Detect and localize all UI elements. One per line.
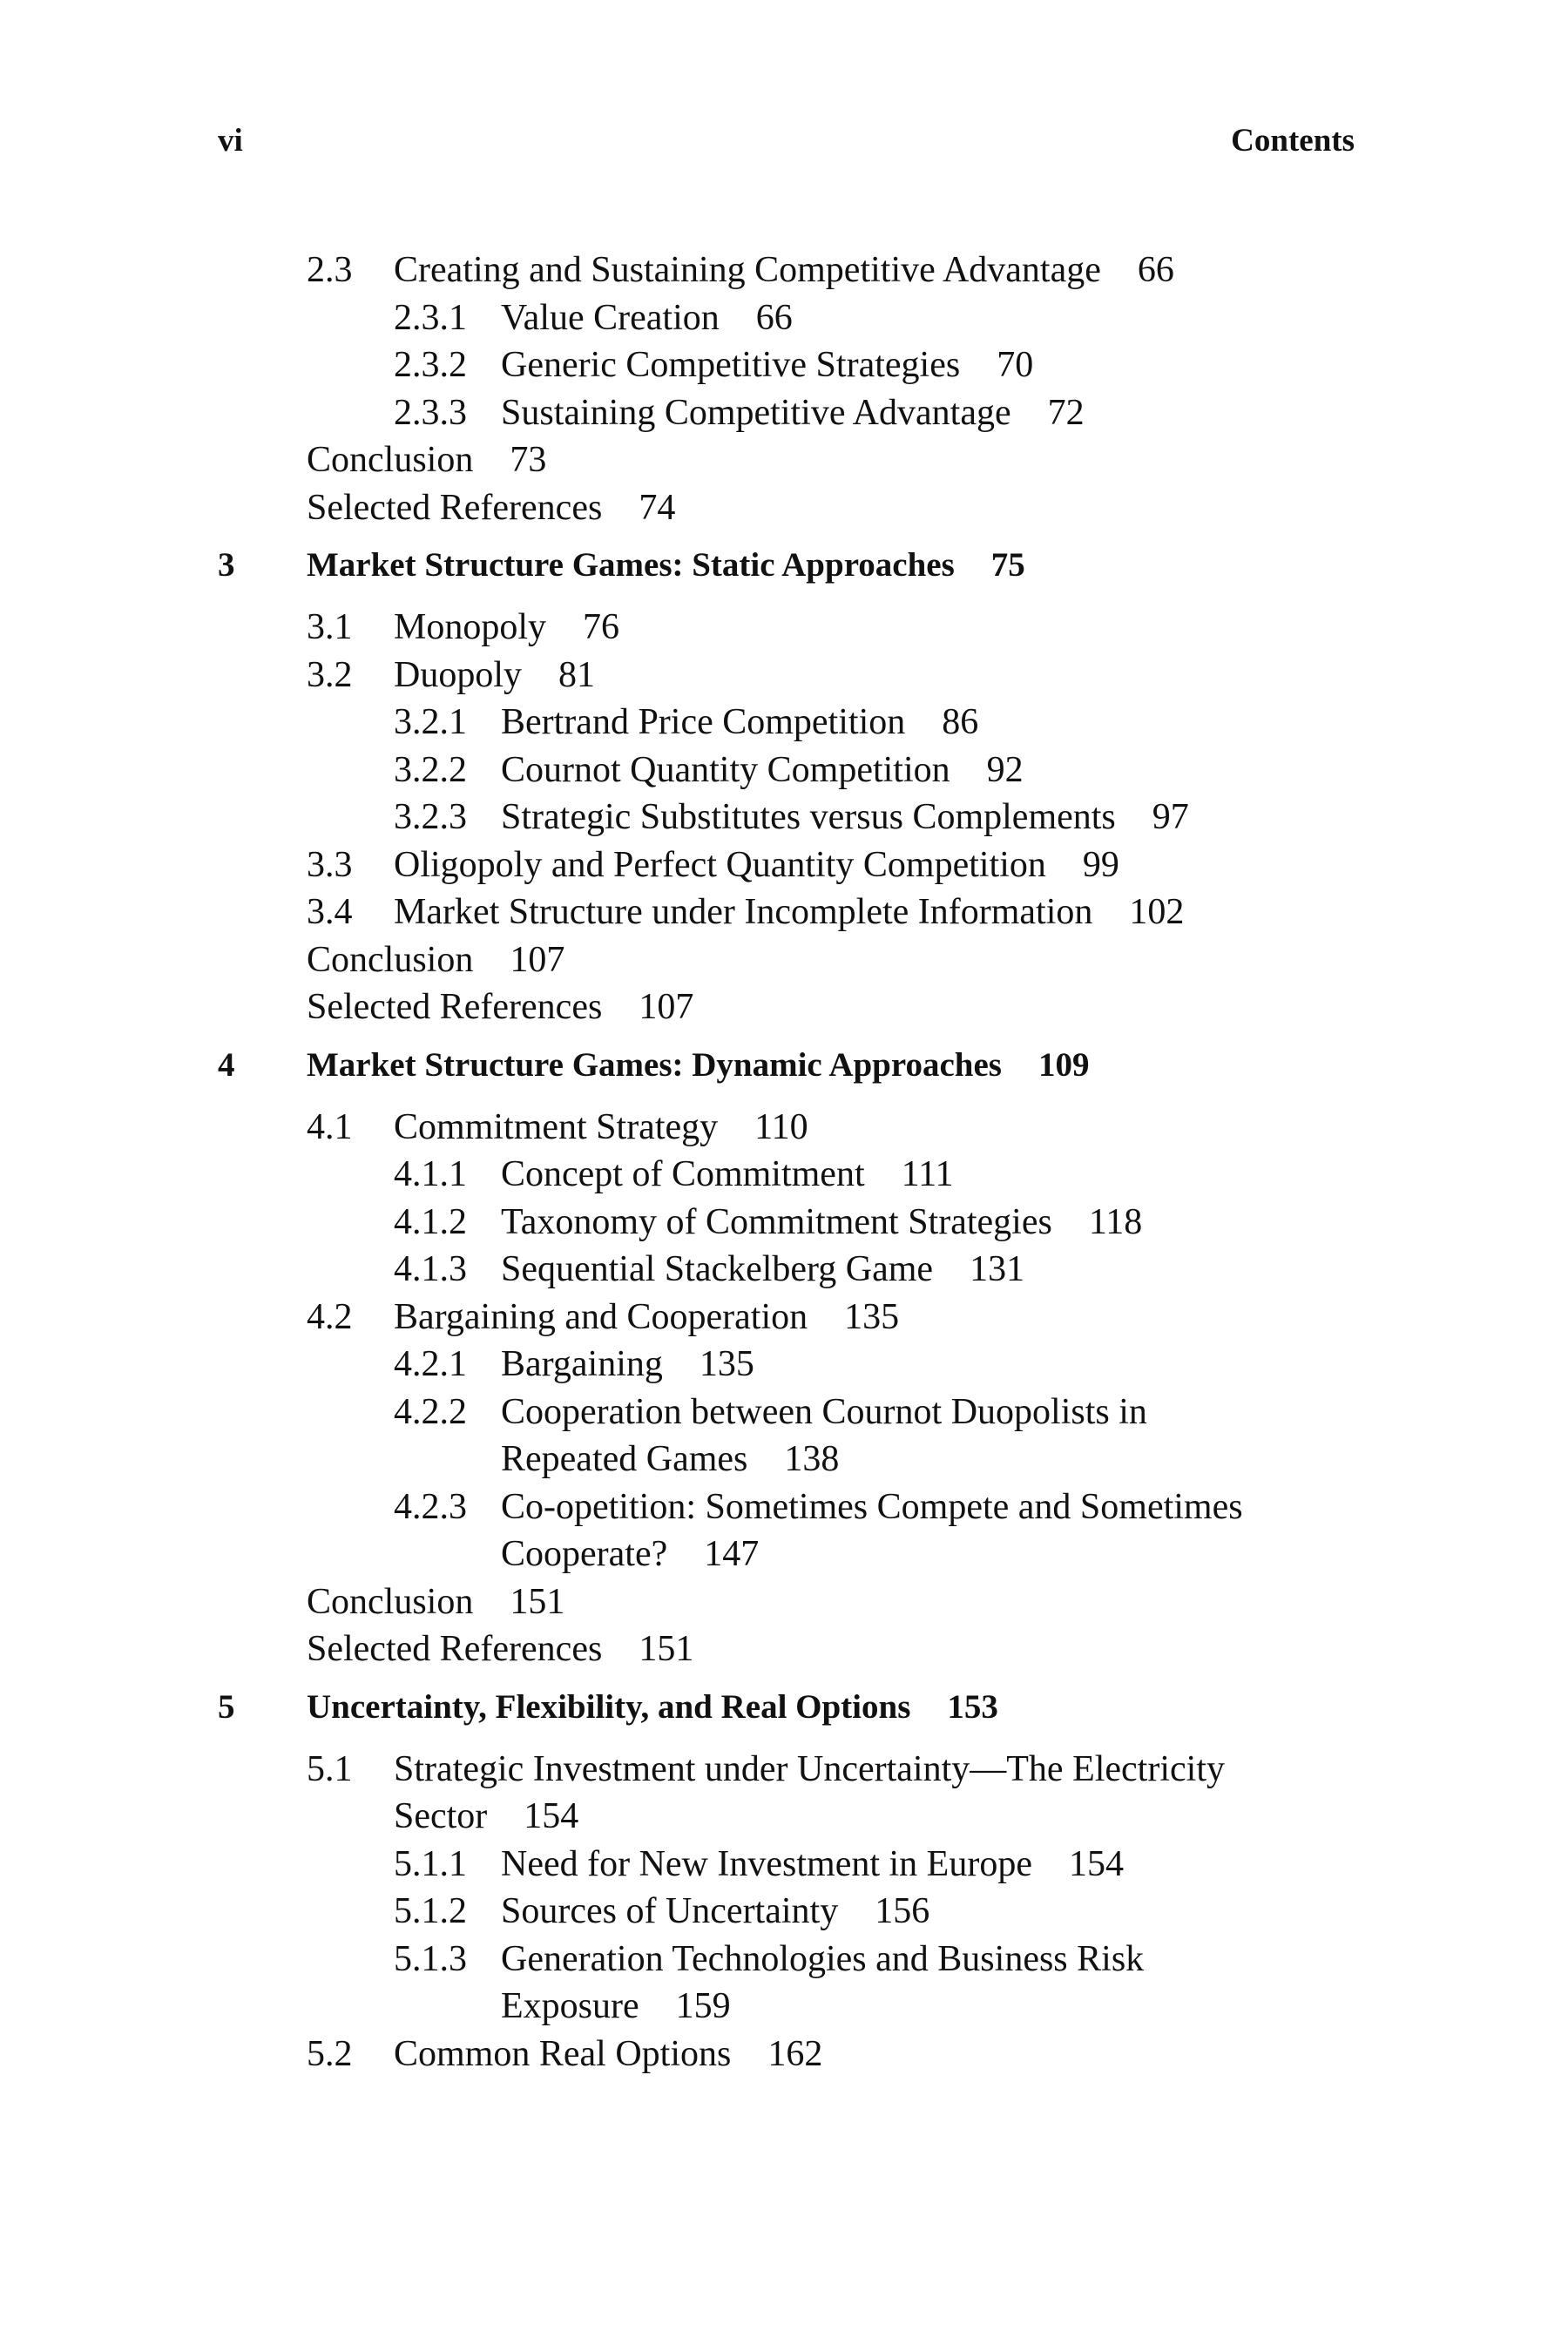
toc-entry-line (501, 1389, 1147, 1436)
toc-entry-title: Oligopoly and Perfect Quantity Competition (394, 844, 1046, 885)
toc-entry-line (501, 1888, 929, 1936)
toc-entry-line (394, 604, 619, 652)
toc-entry-page: 74 (639, 487, 676, 528)
toc-entry-line (501, 1436, 839, 1484)
toc-entry-title: Exposure (501, 1986, 639, 2026)
toc-entry-title: Need for New Investment in Europe (501, 1843, 1032, 1884)
toc-entry-line (501, 747, 1024, 794)
toc-entry-number: 3.1 (307, 607, 353, 647)
toc-entry-number: 5.1.2 (394, 1891, 467, 1931)
toc-entry-line (307, 484, 675, 532)
toc-entry-line (501, 1199, 1142, 1247)
toc-entry (218, 889, 1355, 936)
toc-entry-title: Cooperate? (501, 1534, 668, 1574)
toc-entry-line (394, 247, 1174, 294)
toc-entry-title: Market Structure under Incomplete Information (394, 892, 1093, 932)
toc-entry-number: 2.3.3 (394, 392, 467, 433)
toc-entry-title: Market Structure Games: Dynamic Approaches (307, 1045, 1002, 1084)
toc-entry-number: 3.2.2 (394, 749, 467, 790)
toc-entry-line (501, 1484, 1243, 1531)
toc-entry (218, 604, 1355, 652)
toc-entry-line (501, 1531, 759, 1578)
toc-entry-title: Cournot Quantity Competition (501, 749, 950, 790)
running-head: Contents (1231, 123, 1355, 159)
toc-entry-number: 4.2.3 (394, 1486, 467, 1527)
toc-entry-title: Selected References (307, 987, 603, 1027)
toc-entry (218, 1793, 1355, 1841)
toc-chapter-entry (218, 1037, 1355, 1094)
toc-entry-title: Sector (394, 1796, 488, 1836)
toc-entry-page: 154 (524, 1796, 579, 1836)
toc-entry-page: 151 (639, 1629, 694, 1669)
toc-entry-number: 5 (218, 1687, 235, 1726)
toc-entry-line (394, 841, 1119, 889)
toc-entry (218, 747, 1355, 794)
toc-entry-title: Conclusion (307, 939, 474, 980)
toc-entry-page: 75 (990, 546, 1025, 584)
toc-entry-title: Strategic Substitutes versus Complements (501, 797, 1116, 837)
toc-entry-line (394, 1294, 899, 1342)
toc-entry-title: Cooperation between Cournot Duopolists in (501, 1391, 1147, 1432)
toc-entry (218, 1936, 1355, 1984)
toc-entry-line (307, 983, 693, 1031)
toc-chapter-entry (218, 537, 1355, 594)
toc-entry (218, 389, 1355, 437)
toc-entry-page: 109 (1037, 1045, 1090, 1084)
toc-entry-page: 138 (784, 1439, 840, 1479)
toc-entry-line (501, 1936, 1144, 1984)
toc-entry-page: 135 (699, 1344, 754, 1384)
toc-entry-line (501, 1246, 1024, 1294)
toc-entry-title: Value Creation (501, 297, 720, 338)
toc-entry-page: 70 (997, 345, 1034, 385)
toc-entry-title: Selected References (307, 1629, 603, 1669)
toc-entry-page: 66 (755, 297, 793, 338)
toc-entry-line (501, 341, 1033, 389)
toc-entry-title: Uncertainty, Flexibility, and Real Options (307, 1687, 911, 1726)
toc-entry-title: Sources of Uncertainty (501, 1891, 839, 1931)
toc-entry-page: 156 (875, 1891, 930, 1931)
toc-entry-page: 92 (986, 749, 1024, 790)
toc-entry-page: 76 (583, 607, 620, 647)
toc-entry-page: 111 (901, 1154, 954, 1194)
toc-entry-number: 2.3.2 (394, 345, 467, 385)
toc-entry-page: 110 (754, 1106, 808, 1147)
toc-entry-page: 81 (558, 654, 595, 695)
page-header (218, 122, 1355, 166)
toc-entry (218, 1341, 1355, 1389)
toc-entry (218, 983, 1355, 1031)
toc-entry (218, 652, 1355, 700)
toc-entry-number: 5.1.3 (394, 1938, 467, 1979)
toc-entry (218, 484, 1355, 532)
toc-entry-number: 4.2.2 (394, 1391, 467, 1432)
toc-entry-number: 2.3.1 (394, 297, 467, 338)
toc-entry-number: 2.3 (307, 250, 353, 290)
toc-entry-number: 3.2 (307, 654, 353, 695)
toc-entry-title: Monopoly (394, 607, 547, 647)
toc-entry-line (501, 1983, 731, 2031)
toc-entry (218, 1841, 1355, 1889)
toc-entry-title: Selected References (307, 487, 603, 528)
toc-entry (218, 1294, 1355, 1342)
toc-entry-line (501, 794, 1189, 841)
toc-entry-page: 73 (510, 440, 547, 480)
toc-entry-number: 3.3 (307, 844, 353, 885)
toc-entry-title: Generation Technologies and Business Risk (501, 1938, 1145, 1979)
toc-entry-line (394, 889, 1184, 936)
toc-entry-line (394, 1793, 578, 1841)
toc-entry-number: 4.1.3 (394, 1249, 467, 1289)
toc-entry (218, 294, 1355, 342)
toc-entry-title: Repeated Games (501, 1439, 748, 1479)
toc-entry (218, 1246, 1355, 1294)
toc-entry (218, 2031, 1355, 2078)
toc-entry-line (307, 1625, 693, 1673)
toc-entry-line (307, 1679, 998, 1736)
toc-entry (218, 1578, 1355, 1626)
toc-entry-line (394, 2031, 822, 2078)
toc-entry-line (307, 1578, 564, 1626)
toc-entry-line (501, 389, 1085, 437)
toc-entry-page: 135 (844, 1296, 900, 1337)
toc-entry (218, 1746, 1355, 1794)
toc-entry-title: Concept of Commitment (501, 1154, 865, 1194)
toc-chapter-entry (218, 1679, 1355, 1736)
toc-entry (218, 1983, 1355, 2031)
toc-entry (218, 1484, 1355, 1531)
toc-entry (218, 1151, 1355, 1199)
toc-entry-number: 3.2.1 (394, 702, 467, 742)
toc-entry-line (307, 436, 546, 484)
toc-entry-title: Taxonomy of Commitment Strategies (501, 1201, 1052, 1242)
toc-entry-number: 4 (218, 1045, 235, 1084)
toc-entry-line (501, 294, 793, 342)
toc-entry-title: Bertrand Price Competition (501, 702, 906, 742)
toc-entry-page: 107 (510, 939, 565, 980)
toc-entry (218, 1199, 1355, 1247)
toc-entry-line (307, 1037, 1089, 1094)
toc-entry-title: Creating and Sustaining Competitive Advantage (394, 250, 1101, 290)
toc-entry (218, 794, 1355, 841)
toc-entry-number: 3.2.3 (394, 797, 467, 837)
toc-entry (218, 1625, 1355, 1673)
toc-entry (218, 247, 1355, 294)
toc-entry-page: 159 (675, 1986, 731, 2026)
toc-entry-line (394, 652, 595, 700)
toc-entry-page: 97 (1152, 797, 1189, 837)
toc-entry-number: 4.2 (307, 1296, 353, 1337)
toc-entry-title: Commitment Strategy (394, 1106, 719, 1147)
toc-entry (218, 1389, 1355, 1436)
toc-entry (218, 1104, 1355, 1152)
toc-entry-page: 66 (1137, 250, 1174, 290)
toc-entry (218, 1531, 1355, 1578)
toc-entry (218, 436, 1355, 484)
toc-entry-title: Market Structure Games: Static Approaches (307, 546, 955, 584)
toc-entry-number: 5.1 (307, 1748, 353, 1789)
toc-entry-line (307, 936, 564, 984)
toc-entry-title: Co-opetition: Sometimes Compete and Sometimes (501, 1486, 1243, 1527)
toc-entry-line (394, 1746, 1225, 1794)
toc-entry-page: 86 (942, 702, 979, 742)
toc-entry-title: Bargaining and Cooperation (394, 1296, 808, 1337)
toc-entry-title: Conclusion (307, 1581, 474, 1622)
toc-entry-page: 154 (1068, 1843, 1124, 1884)
toc-entry-page: 118 (1088, 1201, 1143, 1242)
toc-entry-page: 107 (639, 987, 694, 1027)
toc-entry-page: 147 (704, 1534, 760, 1574)
toc-entry-page: 99 (1082, 844, 1119, 885)
toc-entry-title: Strategic Investment under Uncertainty—The Electricity (394, 1748, 1225, 1789)
toc-entry-number: 3 (218, 546, 235, 584)
toc-entry-number: 4.1.2 (394, 1201, 467, 1242)
toc-entry-title: Sustaining Competitive Advantage (501, 392, 1011, 433)
toc-entry-title: Common Real Options (394, 2033, 732, 2074)
toc-entry (218, 936, 1355, 984)
toc-entry-line (501, 1841, 1124, 1889)
toc-entry-page: 151 (510, 1581, 565, 1622)
toc-entry-number: 4.1 (307, 1106, 353, 1147)
toc-entry-line (394, 1104, 808, 1152)
toc-entry-number: 3.4 (307, 892, 353, 932)
toc-entry-page: 153 (947, 1687, 998, 1726)
toc-entry-title: Generic Competitive Strategies (501, 345, 961, 385)
toc-entry-title: Bargaining (501, 1344, 663, 1384)
toc-entry-number: 4.1.1 (394, 1154, 467, 1194)
toc-entry-line (307, 537, 1025, 594)
toc-entry-title: Duopoly (394, 654, 522, 695)
toc-entry (218, 699, 1355, 747)
toc-entry (218, 1436, 1355, 1484)
toc-entry-title: Sequential Stackelberg Game (501, 1249, 934, 1289)
toc-entry (218, 1888, 1355, 1936)
toc-entry-line (501, 1341, 754, 1389)
toc-entry (218, 341, 1355, 389)
toc-entry-page: 72 (1047, 392, 1085, 433)
toc-entry-page: 131 (970, 1249, 1025, 1289)
toc-entry-line (501, 1151, 954, 1199)
toc-entry (218, 841, 1355, 889)
toc-entry-line (501, 699, 978, 747)
page-number: vi (218, 123, 243, 159)
table-of-contents (218, 247, 1355, 2078)
toc-entry-page: 162 (767, 2033, 823, 2074)
toc-entry-page: 102 (1129, 892, 1185, 932)
toc-entry-number: 5.1.1 (394, 1843, 467, 1884)
toc-entry-title: Conclusion (307, 440, 474, 480)
toc-entry-number: 5.2 (307, 2033, 353, 2074)
toc-entry-number: 4.2.1 (394, 1344, 467, 1384)
